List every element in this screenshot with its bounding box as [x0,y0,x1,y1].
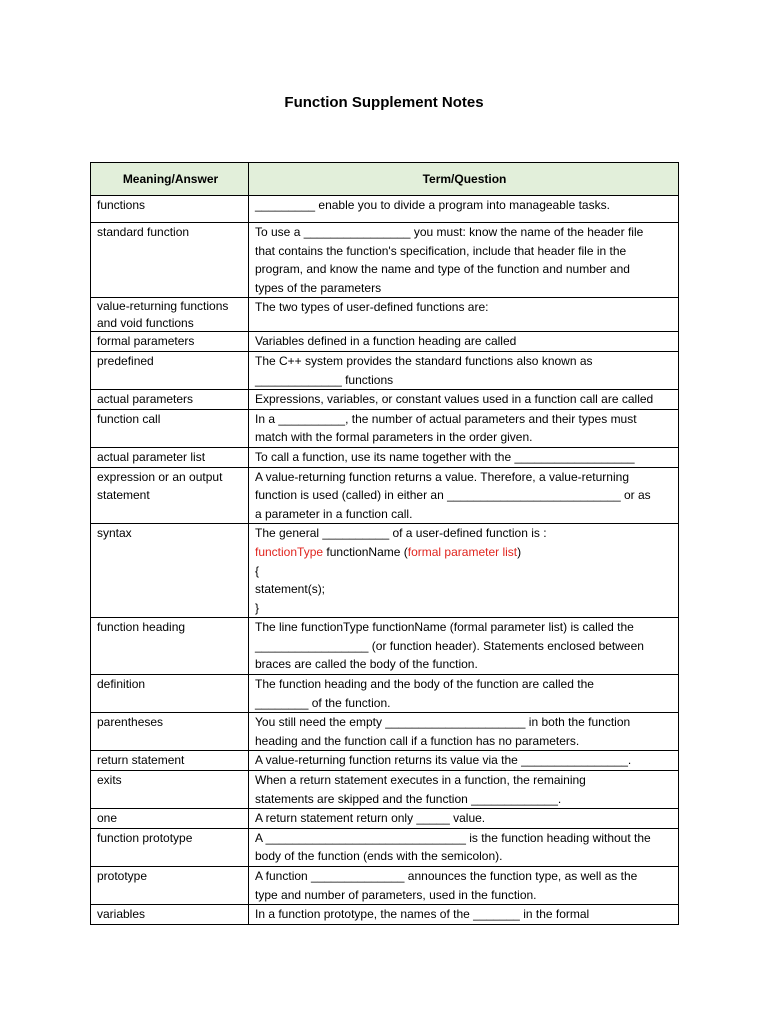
syntax-return-type: functionType [255,544,324,559]
term-cell: A return statement return only _____ value. [249,809,679,829]
term-cell: The two types of user-defined functions are: [249,298,679,332]
term-cell: _________ enable you to divide a program into manageable tasks. [249,196,679,223]
term-line: match with the formal parameters in the order given. [255,430,533,445]
meaning-cell: definition [91,675,249,713]
term-line: In a __________, the number of actual parameters and their types must [255,411,637,426]
syntax-close-brace: } [255,600,260,615]
term-cell [249,351,679,389]
meaning-cell: predefined [91,351,249,389]
term-line: statements are skipped and the function _____________. [255,791,562,806]
term-cell [249,867,679,905]
meaning-cell: exits [91,771,249,809]
term-line: that contains the function's specification, include that header file in the [255,243,627,258]
term-cell: To call a function, use its name together with the __________________ [249,447,679,467]
syntax-signature [255,543,674,562]
syntax-body: statement(s); [255,582,326,597]
term-cell: Variables defined in a function heading are called [249,332,679,352]
term-line: The general __________ of a user-defined function is : [255,526,547,541]
term-line: type and number of parameters, used in the function. [255,887,537,902]
table-row [91,809,679,829]
term-cell [249,223,679,298]
table-row [91,447,679,467]
term-line: ________ of the function. [255,695,391,710]
term-line: The line functionType functionName (formal parameter list) is called the [255,620,634,635]
meaning-cell: return statement [91,751,249,771]
notes-table [90,162,679,925]
page-title: Function Supplement Notes [284,94,484,111]
meaning-cell [91,467,249,524]
header-meaning: Meaning/Answer [91,163,249,196]
meaning-cell [91,298,249,332]
meaning-cell: actual parameter list [91,447,249,467]
meaning-cell: actual parameters [91,390,249,410]
term-cell [249,618,679,675]
meaning-cell: function prototype [91,828,249,866]
term-cell [249,771,679,809]
term-cell [249,524,679,618]
table-row [91,409,679,447]
table-row [91,223,679,298]
table-row [91,713,679,751]
term-line: body of the function (ends with the semicolon). [255,849,503,864]
meaning-cell: function call [91,409,249,447]
term-cell: Expressions, variables, or constant values used in a function call are called [249,390,679,410]
table-row [91,905,679,925]
table-row [91,771,679,809]
meaning-cell: syntax [91,524,249,618]
meaning-cell: parentheses [91,713,249,751]
term-line: A value-returning function returns a value. Therefore, a value-returning [255,469,629,484]
meaning-cell: formal parameters [91,332,249,352]
table-row [91,524,679,618]
term-cell [249,713,679,751]
term-line: a parameter in a function call. [255,506,413,521]
meaning-line: statement [97,488,150,503]
syntax-open-brace: { [255,563,260,578]
meaning-line: value-returning functions [97,299,229,314]
term-line: _________________ (or function header). Statements enclosed between [255,638,644,653]
term-line: You still need the empty _____________________ in both the function [255,715,631,730]
term-cell [249,828,679,866]
table-row [91,828,679,866]
table-header-row [91,163,679,196]
table-row [91,675,679,713]
term-cell [249,467,679,524]
meaning-cell: function heading [91,618,249,675]
term-cell [249,409,679,447]
table-row [91,390,679,410]
meaning-cell: variables [91,905,249,925]
header-term: Term/Question [249,163,679,196]
term-cell: In a function prototype, the names of the _______ in the formal [249,905,679,925]
table-row [91,867,679,905]
table-row [91,351,679,389]
table-row [91,618,679,675]
term-line: A ______________________________ is the function heading without the [255,830,651,845]
term-cell [249,675,679,713]
meaning-line: and void functions [97,315,194,330]
syntax-close-paren: ) [517,544,522,559]
term-cell: A value-returning function returns its value via the ________________. [249,751,679,771]
table-row [91,196,679,223]
table-row [91,751,679,771]
term-line: A function ______________ announces the function type, as well as the [255,869,638,883]
term-line: function is used (called) in either an __________________________ or as [255,488,651,503]
meaning-cell: functions [91,196,249,223]
term-line: braces are called the body of the function. [255,657,478,672]
meaning-cell: prototype [91,867,249,905]
term-line: program, and know the name and type of the function and number and [255,262,630,277]
term-line: types of the parameters [255,280,382,295]
term-line: To use a ________________ you must: know the name of the header file [255,225,644,239]
table-row [91,467,679,524]
term-line: The C++ system provides the standard functions also known as [255,353,593,368]
table-row [91,332,679,352]
syntax-function-name: functionName ( [323,544,408,559]
term-line: The function heading and the body of the function are called the [255,677,594,692]
term-line: When a return statement executes in a function, the remaining [255,773,586,788]
syntax-param-list: formal parameter list [407,544,518,559]
meaning-cell: one [91,809,249,829]
term-line: heading and the function call if a function has no parameters. [255,733,580,748]
table-row [91,298,679,332]
term-line: _____________ functions [255,372,394,387]
meaning-cell: standard function [91,223,249,298]
meaning-line: expression or an output [97,469,223,484]
